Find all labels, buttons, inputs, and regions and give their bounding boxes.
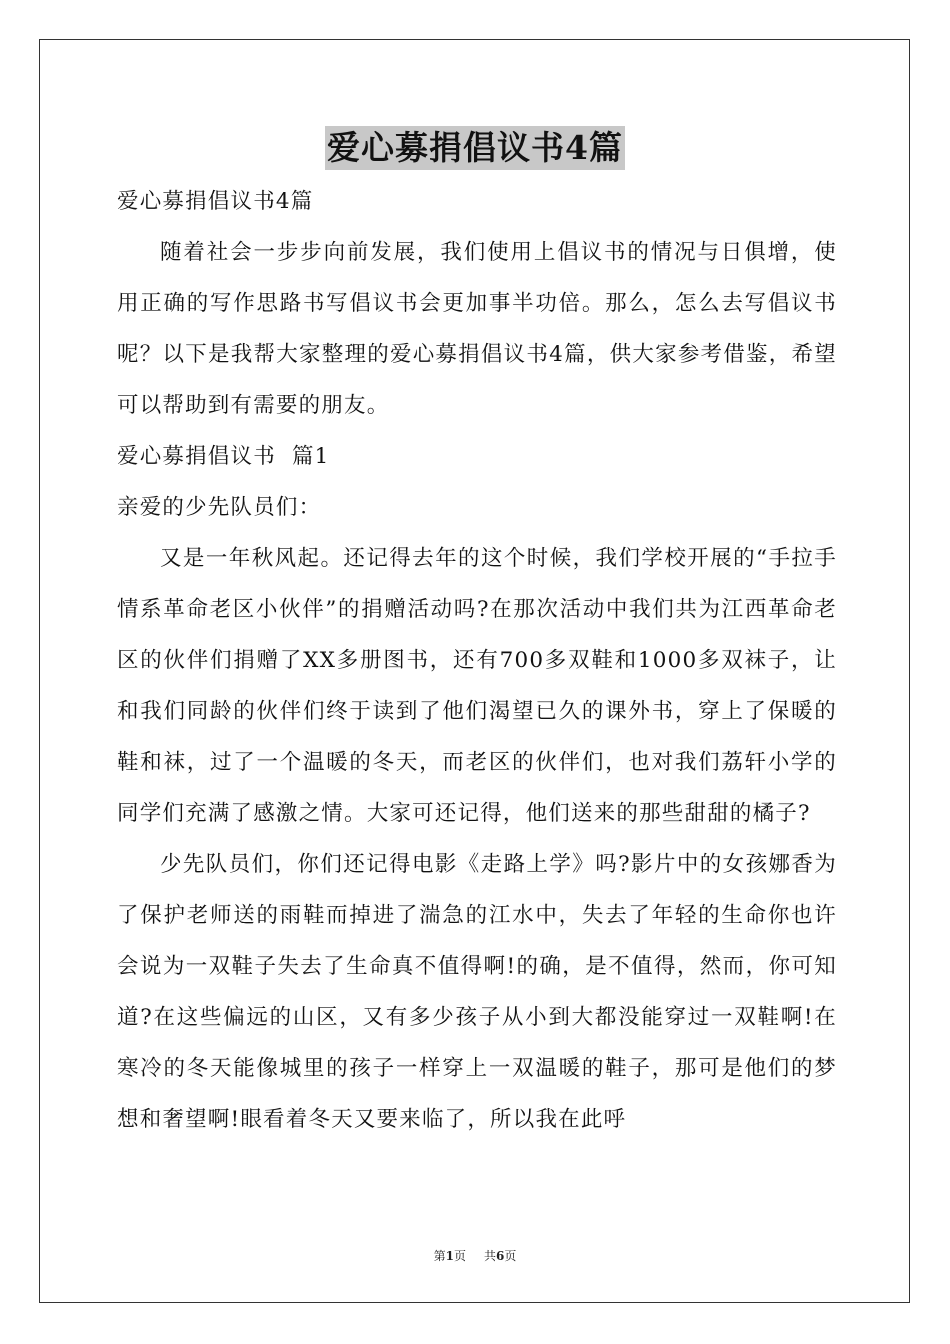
page-label-suffix: 页 xyxy=(453,1249,466,1263)
total-label-prefix: 共 xyxy=(484,1249,497,1263)
greeting-line: 亲爱的少先队员们： xyxy=(117,495,322,520)
page-label-prefix: 第 xyxy=(433,1249,446,1263)
page-number: 1 xyxy=(445,1249,454,1263)
document-body xyxy=(117,176,837,1145)
title-container xyxy=(0,126,950,170)
body-paragraph-1: 又是一年秋风起。还记得去年的这个时候，我们学校开展的“手拉手情系革命老区小伙伴”的捐赠活动吗?在那次活动中我们共为江西革命老区的伙伴们捐赠了XX多册图书，还有700多双鞋和1000多双袜子，让和我们同龄的伙伴们终于读到了他们渴望已久的课外书，穿上了保暖的鞋和袜，过了一个温暖的冬天，而老区的伙伴们，也对我们荔轩小学的同学们充满了感激之情。大家可还记得，他们送来的那些甜甜的橘子? xyxy=(117,546,837,826)
body-paragraph-2: 少先队员们，你们还记得电影《走路上学》吗?影片中的女孩娜香为了保护老师送的雨鞋而掉进了湍急的江水中，失去了年轻的生命你也许会说为一双鞋子失去了生命真不值得啊!的确，是不值得，然而，你可知道?在这些偏远的山区，又有多少孩子从小到大都没能穿过一双鞋啊!在寒冷的冬天能像城里的孩子一样穿上一双温暖的鞋子，那可是他们的梦想和奢望啊!眼看着冬天又要来临了，所以我在此呼 xyxy=(117,852,837,1132)
total-pages: 6 xyxy=(496,1249,505,1263)
document-title: 爱心募捐倡议书4篇 xyxy=(325,126,625,170)
intro-paragraph: 随着社会一步步向前发展，我们使用上倡议书的情况与日俱增，使用正确的写作思路书写倡议书会更加事半功倍。那么，怎么去写倡议书呢？以下是我帮大家整理的爱心募捐倡议书4篇，供大家参考借鉴，希望可以帮助到有需要的朋友。 xyxy=(117,240,837,418)
section-heading: 爱心募捐倡议书 篇1 xyxy=(117,444,330,469)
document-subtitle: 爱心募捐倡议书4篇 xyxy=(117,189,314,214)
total-label-suffix: 页 xyxy=(504,1249,517,1263)
page-footer xyxy=(0,1248,950,1264)
